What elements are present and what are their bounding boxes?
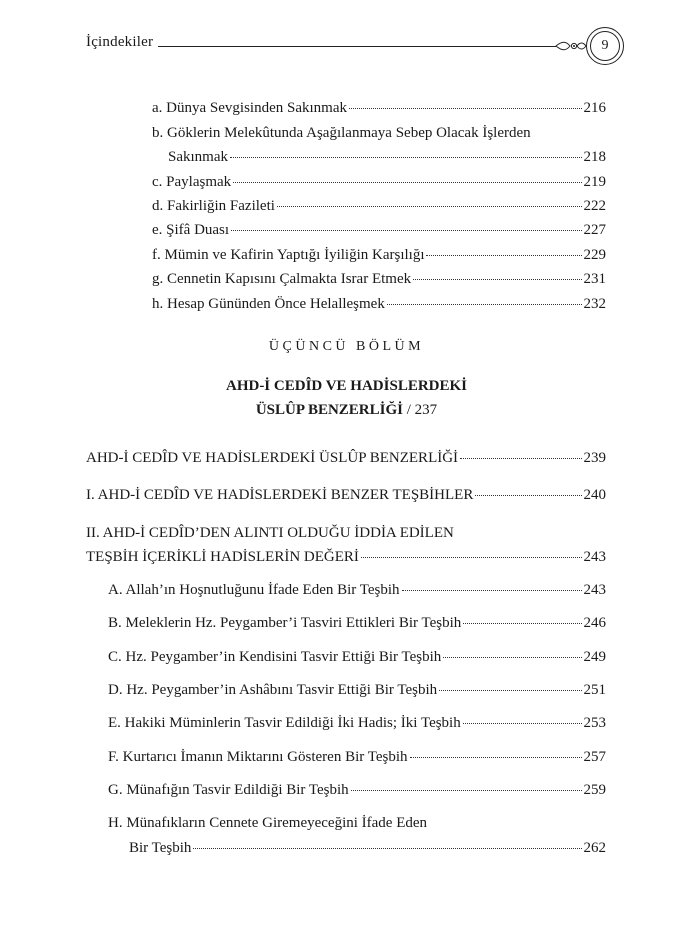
toc-entry-label: AHD-İ CEDÎD VE HADİSLERDEKİ ÜSLÛP BENZERLİĞİ (86, 450, 459, 466)
toc-entry-label: f. Mümin ve Kafirin Yaptığı İyiliğin Karşılığı (152, 247, 425, 263)
dot-leader (413, 279, 581, 280)
chapter-title-line1: AHD-İ CEDÎD VE HADİSLERDEKİ (225, 378, 468, 394)
dot-leader (349, 108, 582, 109)
toc-entry[interactable] (86, 487, 606, 504)
toc-entry-page: 222 (583, 198, 606, 214)
toc-entry[interactable] (152, 271, 606, 288)
toc-entry[interactable] (108, 782, 606, 799)
header-rule (158, 46, 556, 47)
dot-leader (402, 590, 582, 591)
page-number: 9 (601, 38, 609, 53)
page-number-badge (586, 27, 624, 65)
toc-entry[interactable] (108, 682, 606, 699)
ornament-icon (554, 38, 588, 54)
dot-leader (439, 690, 581, 691)
toc-entry-label: E. Hakiki Müminlerin Tasvir Edildiği İki Hadis; İki Teşbih (108, 715, 461, 731)
toc-entry-page: 218 (583, 149, 606, 165)
toc-entry-page: 243 (583, 549, 606, 565)
dot-leader (361, 557, 582, 558)
toc-entry-page: 253 (583, 715, 606, 731)
toc-entry-page: 259 (583, 782, 606, 798)
dot-leader (231, 230, 581, 231)
dot-leader (443, 657, 581, 658)
toc-entry[interactable] (108, 749, 606, 766)
toc-entry[interactable] (108, 715, 606, 732)
toc-entry-label-line1: H. Münafıkların Cennete Giremeyeceğini İfade Eden (108, 815, 428, 831)
toc-entry-label-line1: II. AHD-İ CEDÎD’DEN ALINTI OLDUĞU İDDİA EDİLEN (86, 525, 454, 541)
dot-leader (475, 495, 581, 496)
toc-entry-page: 262 (583, 840, 606, 856)
toc-entry-page: 257 (583, 749, 606, 765)
toc-entry-page: 227 (583, 222, 606, 238)
chapter-title-page: / 237 (406, 402, 438, 418)
toc-entry-page: 216 (583, 100, 606, 116)
toc-entry[interactable] (86, 549, 606, 566)
chapter-title-line2[interactable] (0, 402, 693, 419)
dot-leader (233, 182, 581, 183)
dot-leader (410, 757, 582, 758)
toc-entry-page: 243 (583, 582, 606, 598)
dot-leader (277, 206, 582, 207)
dot-leader (426, 255, 581, 256)
toc-entry[interactable] (152, 247, 606, 264)
toc-entry-label: G. Münafığın Tasvir Edildiği Bir Teşbih (108, 782, 349, 798)
toc-entry[interactable] (86, 450, 606, 467)
running-header-title: İçindekiler (86, 34, 154, 50)
toc-entry[interactable] (108, 615, 606, 632)
toc-entry-label: e. Şifâ Duası (152, 222, 230, 238)
toc-entry-page: 232 (583, 296, 606, 312)
toc-entry-page: 229 (583, 247, 606, 263)
toc-entry-label: C. Hz. Peygamber’in Kendisini Tasvir Ettiği Bir Teşbih (108, 649, 442, 665)
dot-leader (463, 723, 582, 724)
toc-entry-label: Sakınmak (168, 149, 228, 165)
toc-entry[interactable] (152, 174, 606, 191)
section-label: ÜÇÜNCÜ BÖLÜM (268, 339, 425, 354)
chapter-title-text: ÜSLÛP BENZERLİĞİ (255, 402, 403, 418)
toc-entry-label: F. Kurtarıcı İmanın Miktarını Gösteren Bir Teşbih (108, 749, 408, 765)
dot-leader (193, 848, 581, 849)
toc-entry-label: A. Allah’ın Hoşnutluğunu İfade Eden Bir Teşbih (108, 582, 400, 598)
toc-entry-label: c. Paylaşmak (152, 174, 232, 190)
toc-entry-label: g. Cennetin Kapısını Çalmakta Israr Etmek (152, 271, 412, 287)
toc-entry-label: d. Fakirliğin Fazileti (152, 198, 275, 214)
toc-entry-page: 239 (583, 450, 606, 466)
toc-entry-page: 219 (583, 174, 606, 190)
toc-entry-label-line1: b. Göklerin Melekûtunda Aşağılanmaya Sebep Olacak İşlerden (152, 125, 531, 141)
dot-leader (460, 458, 581, 459)
toc-entry-page: 246 (583, 615, 606, 631)
dot-leader (230, 157, 582, 158)
toc-entry-page: 251 (583, 682, 606, 698)
toc-entry-page: 240 (583, 487, 606, 503)
toc-entry[interactable] (152, 222, 606, 239)
toc-entry-label: B. Meleklerin Hz. Peygamber’i Tasviri Ettikleri Bir Teşbih (108, 615, 462, 631)
toc-entry[interactable] (129, 840, 606, 857)
toc-entry-label: I. AHD-İ CEDÎD VE HADİSLERDEKİ BENZER TEŞBİHLER (86, 487, 474, 503)
toc-entry-page: 231 (583, 271, 606, 287)
toc-entry-label: TEŞBİH İÇERİKLİ HADİSLERİN DEĞERİ (86, 549, 359, 565)
toc-entry-label: D. Hz. Peygamber’in Ashâbını Tasvir Ettiği Bir Teşbih (108, 682, 438, 698)
toc-entry[interactable] (152, 198, 606, 215)
toc-entry[interactable] (108, 582, 606, 599)
toc-entry-label: h. Hesap Gününden Önce Helalleşmek (152, 296, 385, 312)
dot-leader (463, 623, 581, 624)
toc-entry[interactable] (152, 100, 606, 117)
dot-leader (351, 790, 582, 791)
dot-leader (387, 304, 582, 305)
toc-entry[interactable] (108, 649, 606, 666)
toc-entry-label: a. Dünya Sevgisinden Sakınmak (152, 100, 347, 116)
toc-entry-label: Bir Teşbih (129, 840, 192, 856)
toc-entry-page: 249 (583, 649, 606, 665)
toc-entry[interactable] (152, 296, 606, 313)
toc-entry[interactable] (168, 149, 606, 166)
